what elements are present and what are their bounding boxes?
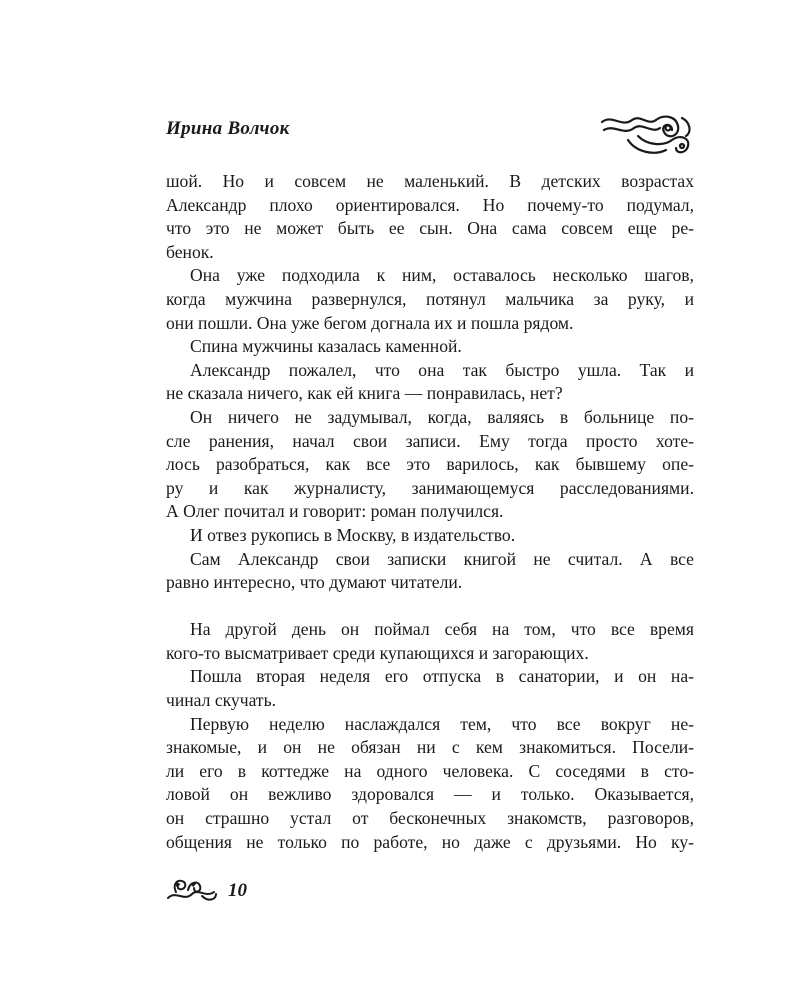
text-line: они пошли. Она уже бегом догнала их и пошла рядом.	[166, 312, 574, 333]
text-line: ловой он вежливо здоровался — и только. Оказывается,	[166, 784, 694, 805]
text-line: сле ранения, начал свои записи. Ему тогда просто хоте-	[166, 430, 694, 451]
ornament-leaf-icon	[166, 876, 218, 906]
author-name: Ирина Волчок	[166, 118, 290, 139]
text-line: кого-то высматривает среди купающихся и загорающих.	[166, 642, 589, 663]
text-line: не сказала ничего, как ей книга — понравилась, нет?	[166, 383, 563, 404]
text-line: Первую неделю наслаждался тем, что все вокруг не-	[190, 713, 694, 734]
text-line: Александр пожалел, что она так быстро ушла. Так и	[190, 359, 694, 380]
text-line: что это не может быть ее сын. Она сама совсем еще ре-	[166, 218, 694, 239]
text-line: он страшно устал от бесконечных знакомств, разговоров,	[166, 808, 694, 829]
text-line: А Олег почитал и говорит: роман получился.	[166, 501, 504, 522]
text-line: Сам Александр свои записки книгой не считал. А все	[190, 548, 694, 569]
text-line: Александр плохо ориентировался. Но почему-то подумал,	[166, 194, 694, 215]
text-line: когда мужчина развернулся, потянул мальчика за руку, и	[166, 288, 694, 309]
text-line: Она уже подходила к ним, оставалось несколько шагов,	[190, 265, 694, 286]
ornament-flourish-icon	[598, 112, 694, 158]
text-line: На другой день он поймал себя на том, что все время	[190, 619, 694, 640]
body-text	[166, 170, 694, 854]
text-line: ру и как журналисту, занимающемуся расследованиями.	[166, 477, 694, 498]
text-line: общения не только по работе, но даже с друзьями. Но ку-	[166, 831, 694, 852]
text-line: чинал скучать.	[166, 690, 277, 711]
section-break	[166, 595, 694, 619]
text-line: равно интересно, что думают читатели.	[166, 572, 463, 593]
text-line: Он ничего не задумывал, когда, валяясь в больнице по-	[190, 406, 694, 427]
text-line: И отвез рукопись в Москву, в издательство.	[190, 524, 516, 545]
text-line: шой. Но и совсем не маленький. В детских возрастах	[166, 171, 694, 191]
text-line: лось разобраться, как все это варилось, как бывшему опе-	[166, 454, 694, 475]
text-line: Спина мужчины казалась каменной.	[190, 336, 462, 357]
page-number: 10	[228, 880, 247, 901]
running-header	[166, 118, 694, 168]
text-line: ли его в коттедже на одного человека. С соседями в сто-	[166, 760, 694, 781]
text-line: бенок.	[166, 241, 214, 262]
page-footer	[166, 876, 366, 916]
text-line: Пошла вторая неделя его отпуска в санатории, и он на-	[190, 666, 694, 687]
text-line: знакомые, и он не обязан ни с кем знакомиться. Посели-	[166, 737, 694, 758]
